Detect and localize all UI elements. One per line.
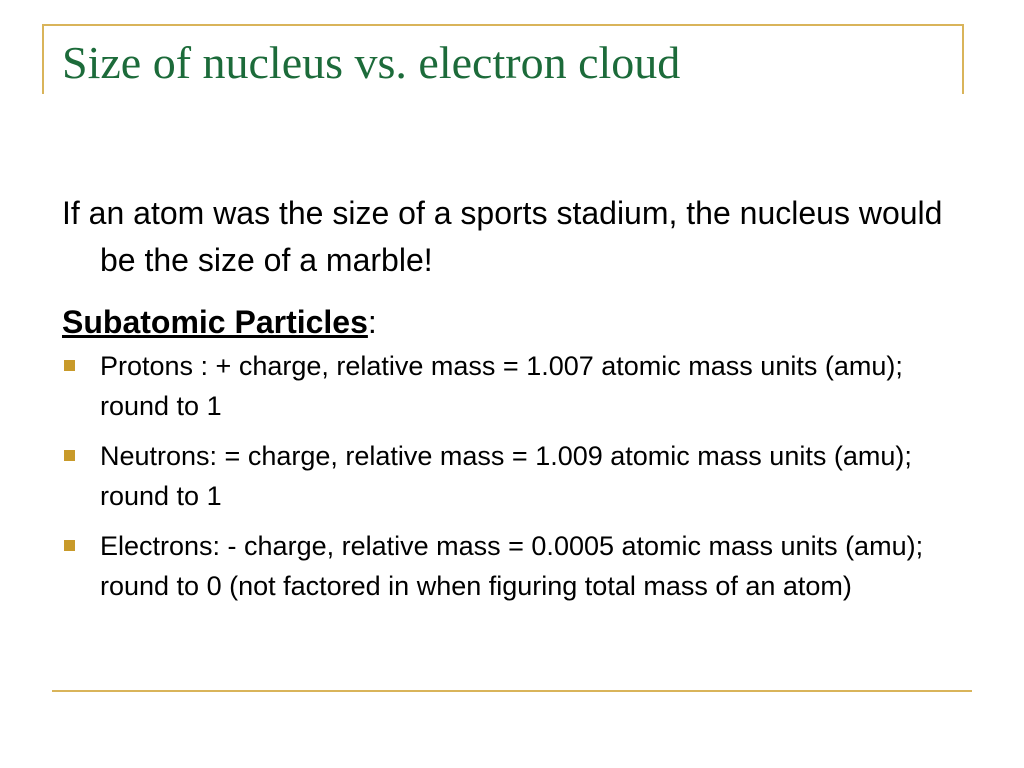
frame-top-rule — [42, 24, 964, 26]
frame-right-rule — [962, 24, 964, 94]
list-item — [62, 346, 962, 426]
intro-paragraph: If an atom was the size of a sports stadium, the nucleus would be the size of a marble! — [62, 195, 943, 278]
subheading — [62, 302, 962, 342]
square-bullet-icon — [64, 360, 75, 371]
list-item — [62, 526, 962, 606]
bullet-list — [62, 346, 962, 606]
list-item — [62, 436, 962, 516]
square-bullet-icon — [64, 540, 75, 551]
bullet-text: Electrons: - charge, relative mass = 0.0005 atomic mass units (amu); round to 0 (not factored in when figuring total mass of an atom) — [100, 531, 924, 601]
bullet-text: Protons : + charge, relative mass = 1.007 atomic mass units (amu); round to 1 — [100, 351, 903, 421]
frame-bottom-rule — [52, 690, 972, 692]
slide-title: Size of nucleus vs. electron cloud — [62, 37, 681, 88]
slide-body — [62, 190, 962, 616]
subheading-label: Subatomic Particles — [62, 304, 368, 340]
square-bullet-icon — [64, 450, 75, 461]
frame-left-rule — [42, 24, 44, 94]
bullet-text: Neutrons: = charge, relative mass = 1.009 atomic mass units (amu); round to 1 — [100, 441, 912, 511]
subheading-suffix: : — [367, 304, 377, 340]
